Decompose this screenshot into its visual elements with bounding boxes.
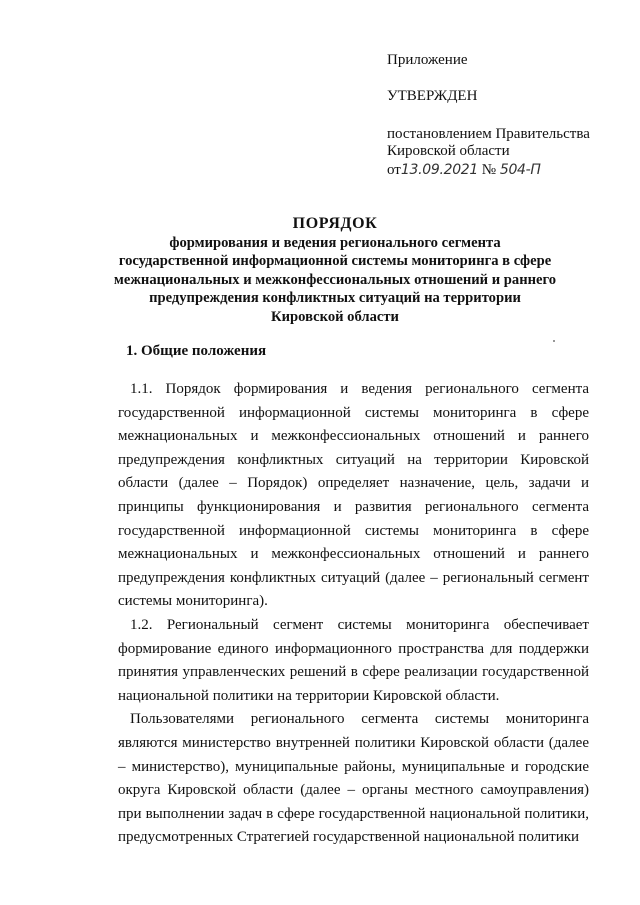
handwritten-date: 13.09.2021 (400, 162, 479, 178)
paragraph-1-2: 1.2. Региональный сегмент системы мониторинга обеспечивает формирование единого информационного пространства для поддержки принятия управленческих решений в сфере реализации государственной национальной политики на территории Кировской области. (118, 616, 589, 704)
title-line-4: предупреждения конфликтных ситуаций на территории (149, 290, 521, 306)
title-main: ПОРЯДОК (292, 215, 378, 232)
scan-speck (553, 340, 555, 342)
appendix-label: Приложение (387, 52, 468, 68)
title-line-3: межнациональных и межконфессиональных отношений и раннего (113, 271, 557, 288)
number-prefix: № (481, 162, 497, 178)
section-heading: 1. Общие положения (126, 343, 267, 359)
date-prefix: от (387, 162, 401, 178)
approved-label: УТВЕРЖДЕН (387, 88, 478, 104)
decree-line-2: Кировской области (387, 143, 510, 159)
decree-line-1: постановлением Правительства (387, 126, 590, 142)
title-line-1: формирования и ведения регионального сегмента (169, 234, 501, 251)
section-body (118, 378, 589, 850)
paragraph-users: Пользователями регионального сегмента системы мониторинга являются министерство внутренней политики Кировской области (далее – министерство), муниципальные районы, муниципальные и городские округа Кировской области (далее – органы местного самоуправления) при выполнении задач в сфере государственной национальной политики, предусмотренных Стратегией государственной национальной политики (118, 711, 589, 846)
document-title (100, 215, 570, 326)
paragraph-1-1: 1.1. Порядок формирования и ведения регионального сегмента государственной информационной системы мониторинга в сфере межнациональных и межконфессиональных отношений и раннего предупреждения конфликтных ситуаций на территории Кировской области (далее – Порядок) определяет назначение, цель, задачи и принципы функционирования и развития регионального сегмента государственной информационной системы мониторинга в сфере межнациональных и межконфессиональных отношений и раннего предупреждения конфликтных ситуаций (далее – региональный сегмент системы мониторинга). (118, 381, 589, 610)
title-line-5: Кировской области (271, 308, 399, 325)
handwritten-number: 504-П (499, 162, 541, 178)
decree-date-number (387, 162, 541, 180)
title-line-2: государственной информационной системы мониторинга в сфере (118, 253, 552, 269)
